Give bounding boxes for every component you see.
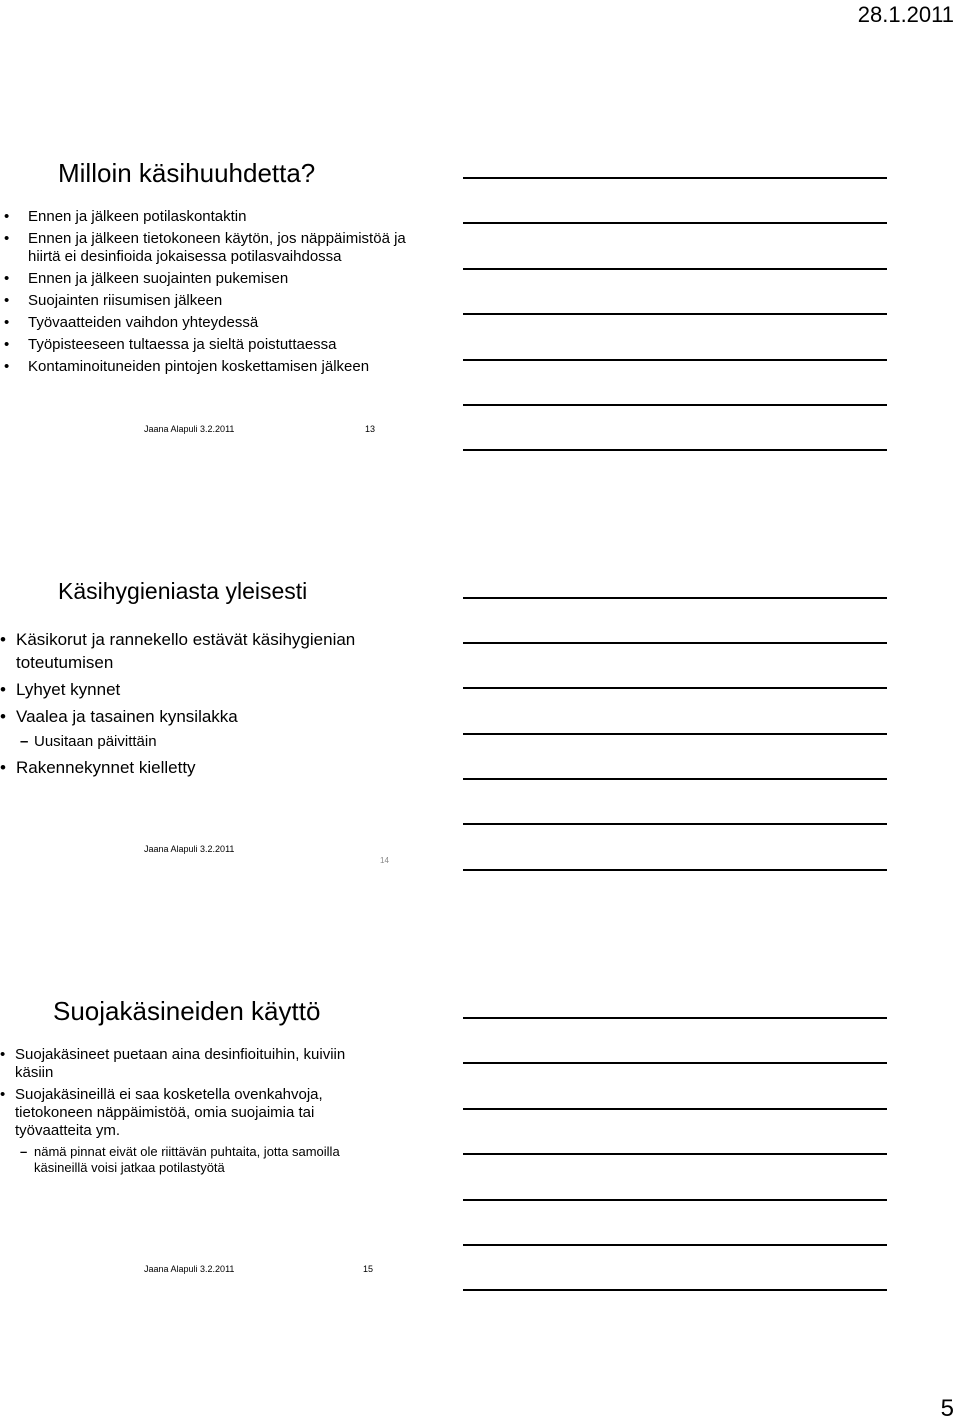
note-line [463,642,887,644]
bullet-item: • Lyhyet kynnet [0,678,410,701]
slide-title: Suojakäsineiden käyttö [53,996,321,1026]
note-line [463,449,887,451]
note-line [463,1244,887,1246]
sub-bullet-item: – Uusitaan päivittäin [0,732,410,752]
bullet-item: • Ennen ja jälkeen potilaskontaktin [0,208,410,226]
bullet-item: • Työvaatteiden vaihdon yhteydessä [0,314,410,332]
slide-footer-author: Jaana Alapuli 3.2.2011 [144,1264,235,1274]
bullet-item: • Rakennekynnet kielletty [0,756,410,779]
note-line [463,1062,887,1064]
note-line [463,1017,887,1019]
page-number: 5 [940,1395,954,1422]
note-line [463,1108,887,1110]
slide-13 [0,150,410,450]
bullet-item: • Suojakäsineillä ei saa kosketella ovenkahvoja, tietokoneen näppäimistöä, omia suojaimia tai työvaatteita ym. [0,1086,360,1140]
slide-title: Käsihygieniasta yleisesti [58,578,308,604]
slide-footer-author: Jaana Alapuli 3.2.2011 [144,424,235,434]
note-line [463,869,887,871]
bullet-item: • Suojainten riisumisen jälkeen [0,292,410,310]
bullet-item: • Ennen ja jälkeen tietokoneen käytön, jos näppäimistöä ja hiirtä ei desinfioida jokaisessa potilasvaihdossa [0,230,410,266]
note-line [463,733,887,735]
slide-14 [0,570,410,870]
page-date: 28.1.2011 [857,2,954,27]
note-line [463,1153,887,1155]
note-line [463,359,887,361]
bullet-item: • Käsikorut ja rannekello estävät käsihygienian toteutumisen [0,628,410,674]
note-line [463,222,887,224]
note-line [463,1289,887,1291]
slide-title: Milloin käsihuuhdetta? [58,158,316,188]
note-line [463,404,887,406]
note-line [463,177,887,179]
bullet-item: • Vaalea ja tasainen kynsilakka [0,705,410,728]
slide-number: 13 [365,424,376,434]
bullet-list [0,208,410,380]
note-line [463,597,887,599]
slide-number: 14 [380,856,389,865]
note-line [463,823,887,825]
bullet-item: • Ennen ja jälkeen suojainten pukemisen [0,270,410,288]
bullet-list [0,1046,360,1180]
slide-15 [0,990,410,1290]
note-line [463,687,887,689]
note-line [463,1199,887,1201]
slide-number: 15 [363,1264,374,1274]
note-line [463,313,887,315]
bullet-list [0,628,410,783]
slide-footer-author: Jaana Alapuli 3.2.2011 [144,844,235,854]
bullet-item: • Työpisteeseen tultaessa ja sieltä poistuttaessa [0,336,410,354]
bullet-item: • Kontaminoituneiden pintojen koskettamisen jälkeen [0,358,410,376]
note-line [463,778,887,780]
sub-bullet-item: – nämä pinnat eivät ole riittävän puhtaita, jotta samoilla käsineillä voisi jatkaa potilastyötä [0,1144,360,1176]
bullet-item: • Suojakäsineet puetaan aina desinfioituihin, kuiviin käsiin [0,1046,360,1082]
note-line [463,268,887,270]
